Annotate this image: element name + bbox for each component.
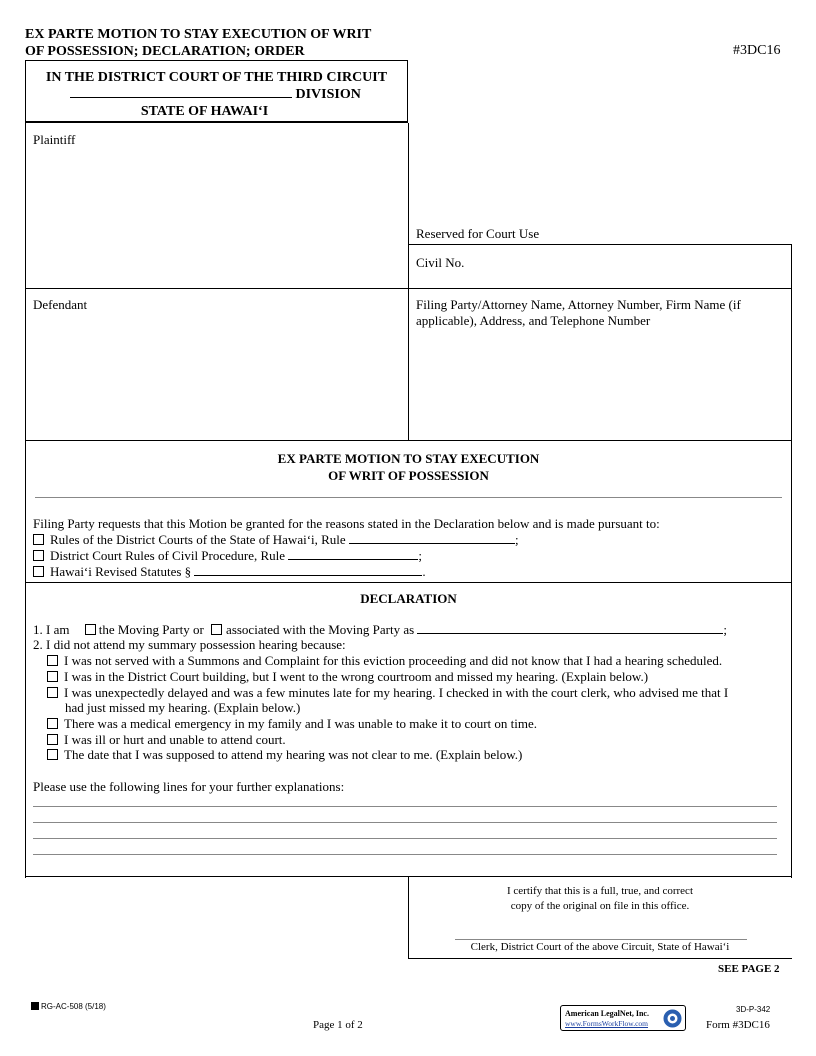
reason-wrong-courtroom: I was in the District Court building, but I went to the wrong courtroom and missed my hearing. (Explain below.)	[47, 669, 648, 684]
checkbox-hrs[interactable]	[33, 566, 44, 577]
motion-title	[25, 450, 792, 484]
motion-option-rule-drcp: District Court Rules of Civil Procedure, Rule ;	[33, 548, 422, 563]
title-line-2: OF POSSESSION; DECLARATION; ORDER	[25, 44, 305, 59]
division-label: DIVISION	[295, 87, 361, 102]
civil-no-label: Civil No.	[416, 255, 465, 270]
motion-intro: Filing Party requests that this Motion be granted for the reasons stated in the Declaration below and is made pursuant to:	[33, 516, 660, 531]
rule-drcp-blank[interactable]	[288, 548, 418, 560]
motion-option-rule-dc: Rules of the District Courts of the State of Hawai‘i, Rule ;	[33, 532, 519, 547]
reason-delayed-cont: had just missed my hearing. (Explain below.)	[65, 700, 301, 715]
form-revision: RG-AC-508 (5/18)	[31, 1002, 106, 1011]
checkbox-reason-3[interactable]	[47, 687, 58, 698]
footer-code: 3D-P-342	[736, 1005, 771, 1014]
explain-line-1[interactable]	[33, 806, 777, 807]
checkbox-reason-5[interactable]	[47, 734, 58, 745]
declaration-item-1: 1. I am the Moving Party or associated with the Moving Party as ;	[33, 622, 728, 637]
logo-globe-icon	[662, 1008, 683, 1029]
declaration-title: DECLARATION	[360, 591, 457, 606]
civil-no-field[interactable]	[470, 250, 785, 282]
state-name: STATE OF HAWAI‘I	[140, 104, 269, 119]
division-blank[interactable]	[70, 86, 292, 98]
filing-party-field[interactable]	[410, 332, 788, 436]
checkbox-moving-party[interactable]	[85, 624, 96, 635]
checkbox-reason-2[interactable]	[47, 671, 58, 682]
reason-delayed: I was unexpectedly delayed and was a few minutes late for my hearing. I checked in with the court clerk, who advised me that I	[47, 685, 728, 700]
reason-date-unclear: The date that I was supposed to attend my hearing was not clear to me. (Explain below.)	[47, 747, 522, 762]
checkbox-reason-6[interactable]	[47, 749, 58, 760]
checkbox-reason-4[interactable]	[47, 718, 58, 729]
defendant-field[interactable]	[26, 312, 406, 436]
court-caption-box	[25, 60, 408, 123]
motion-option-hrs: Hawai‘i Revised Statutes § .	[33, 564, 426, 579]
checkbox-associated[interactable]	[211, 624, 222, 635]
clerk-label: Clerk, District Court of the above Circuit, State of Hawai‘i	[470, 941, 730, 953]
footer-form-number: Form #3DC16	[706, 1019, 770, 1031]
division-line	[26, 86, 407, 103]
associated-as-blank[interactable]	[417, 622, 723, 634]
defendant-label: Defendant	[33, 297, 88, 312]
motion-title-line-2: OF WRIT OF POSSESSION	[328, 468, 489, 483]
reason-ill: I was ill or hurt and unable to attend court.	[47, 732, 286, 747]
declaration-item-2: 2. I did not attend my summary possession hearing because:	[33, 637, 346, 652]
plaintiff-label: Plaintiff	[33, 132, 76, 147]
explain-line-4[interactable]	[33, 854, 777, 855]
checkbox-rule-drcp[interactable]	[33, 550, 44, 561]
filing-party-label: Filing Party/Attorney Name, Attorney Number, Firm Name (if applicable), Address, and Telephone Number	[416, 297, 741, 328]
explain-prompt: Please use the following lines for your further explanations:	[33, 779, 345, 794]
rule-dc-blank[interactable]	[349, 532, 515, 544]
checkbox-reason-1[interactable]	[47, 655, 58, 666]
reason-medical: There was a medical emergency in my family and I was unable to make it to court on time.	[47, 716, 537, 731]
reason-not-served: I was not served with a Summons and Complaint for this eviction proceeding and did not know that I had a hearing scheduled.	[47, 653, 722, 668]
document-title	[25, 26, 371, 60]
certify-text: I certify that this is a full, true, and correct copy of the original on file in this office.	[506, 885, 693, 912]
page-number: Page 1 of 2	[313, 1019, 363, 1031]
explain-line-2[interactable]	[33, 822, 777, 823]
legalnet-logo[interactable]: American LegalNet, Inc. www.FormsWorkFlow.com	[560, 1005, 686, 1031]
title-line-1: EX PARTE MOTION TO STAY EXECUTION OF WRIT	[25, 27, 372, 42]
court-name: IN THE DISTRICT COURT OF THE THIRD CIRCUIT	[45, 70, 388, 85]
form-code: #3DC16	[733, 43, 781, 58]
clerk-signature-line[interactable]	[455, 939, 747, 940]
accessibility-icon	[31, 1002, 39, 1010]
hrs-blank[interactable]	[194, 564, 422, 576]
explain-line-3[interactable]	[33, 838, 777, 839]
see-page-2: SEE PAGE 2	[718, 963, 780, 975]
checkbox-rule-dc[interactable]	[33, 534, 44, 545]
plaintiff-field[interactable]	[26, 146, 406, 286]
reserved-label: Reserved for Court Use	[416, 226, 540, 241]
motion-title-line-1: EX PARTE MOTION TO STAY EXECUTION	[277, 451, 540, 466]
